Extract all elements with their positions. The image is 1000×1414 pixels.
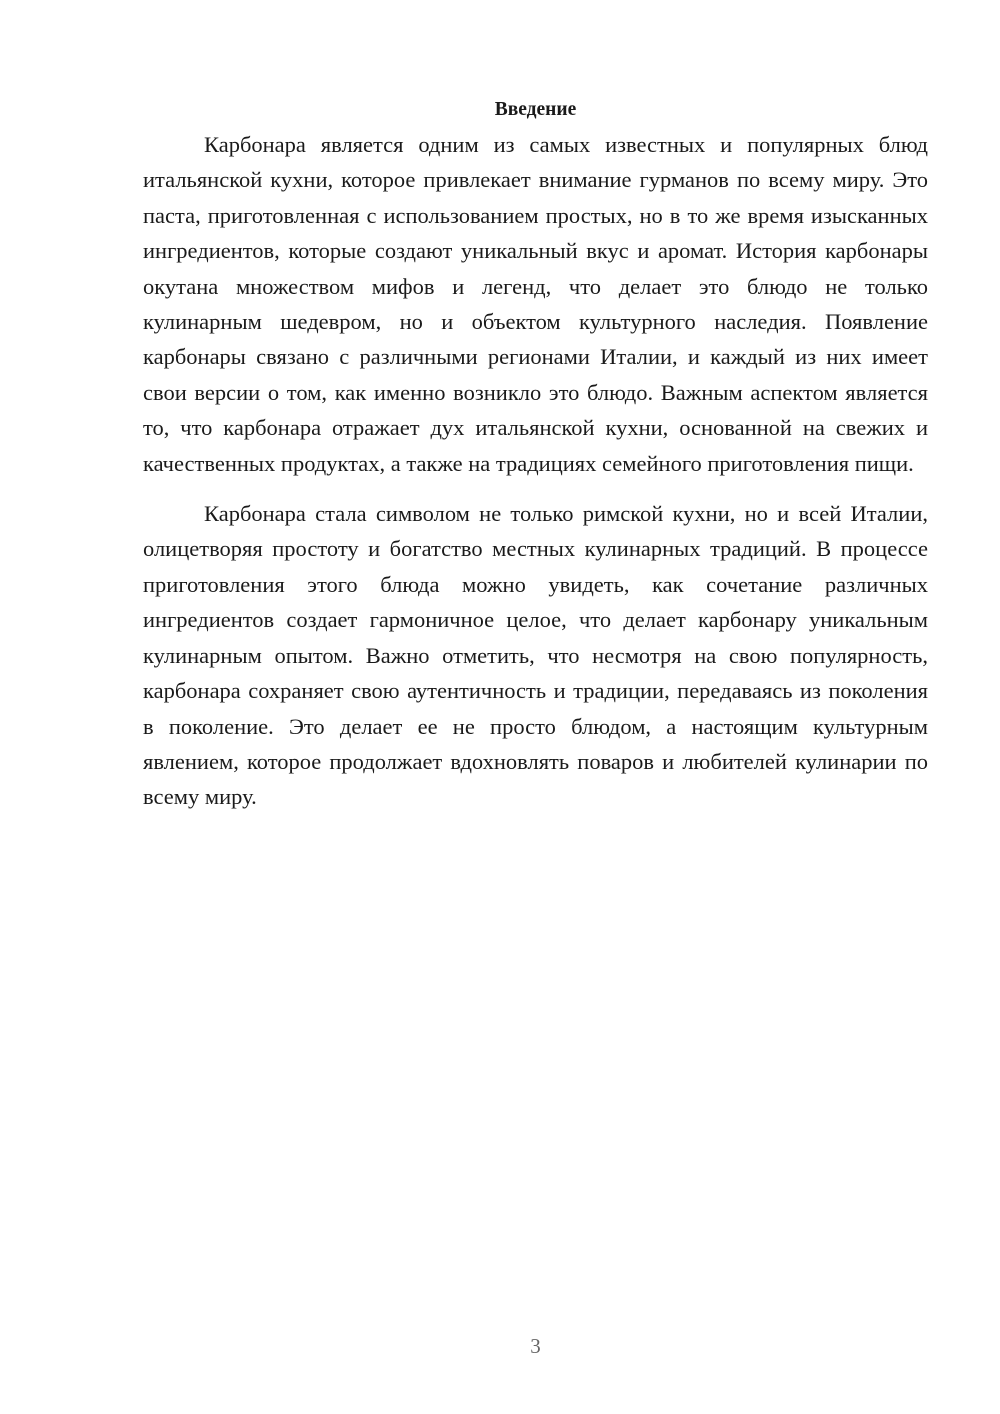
paragraph-2: Карбонара стала символом не только римской кухни, но и всей Италии, олицетворяя простоту и богатство местных кулинарных традиций. В процессе приготовления этого блюда можно увидеть, как сочетание различных ингредиентов создает гармоничное целое, что делает карбонару уникальным кулинарным опытом. Важно отметить, что несмотря на свою популярность, карбонара сохраняет свою аутентичность и традиции, передаваясь из поколения в поколение. Это делает ее не просто блюдом, а настоящим культурным явлением, которое продолжает вдохновлять поваров и любителей кулинарии по всему миру. <box>143 501 928 810</box>
page-number: 3 <box>530 1334 541 1358</box>
paragraph-1: Карбонара является одним из самых известных и популярных блюд итальянской кухни, которое привлекает внимание гурманов по всему миру. Это паста, приготовленная с использованием простых, но в то же время изысканных ингредиентов, которые создают уникальный вкус и аромат. История карбонары окутана множеством мифов и легенд, что делает это блюдо не только кулинарным шедевром, но и объектом культурного наследия. Появление карбонары связано с различными регионами Италии, и каждый из них имеет свои версии о том, как именно возникло это блюдо. Важным аспектом является то, что карбонара отражает дух итальянской кухни, основанной на свежих и качественных продуктах, а также на традициях семейного приготовления пищи. <box>143 132 928 476</box>
page-content <box>143 92 928 815</box>
section-heading: Введение <box>494 99 577 120</box>
